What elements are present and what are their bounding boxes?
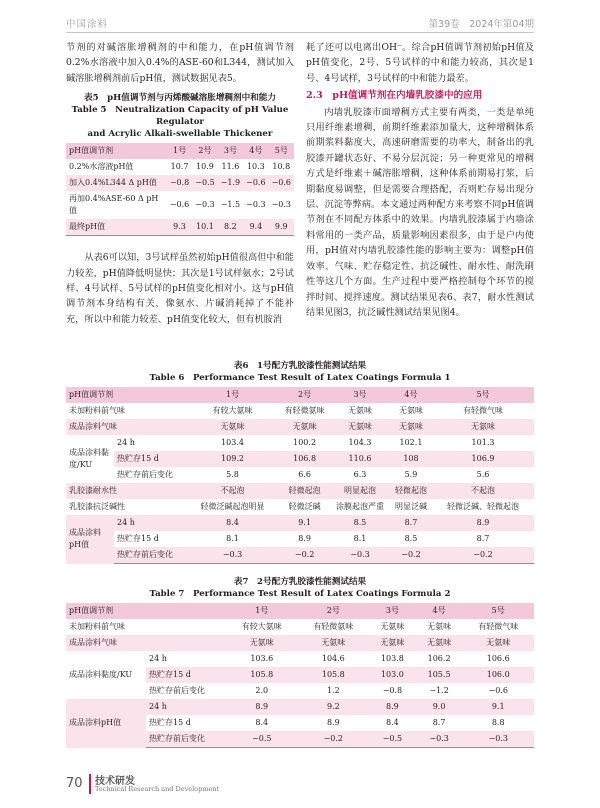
table-header-cell: 5号 — [432, 387, 534, 403]
table-header-cell: 2号 — [279, 387, 330, 403]
table-cell: 103.0 — [369, 667, 416, 683]
table-row — [66, 699, 534, 715]
table-cell: 8.5 — [390, 531, 432, 547]
table-cell: 8.7 — [390, 515, 432, 531]
table-cell: −1.2 — [416, 683, 463, 699]
table-cell: 100.2 — [279, 435, 330, 451]
table-cell: 有轻微氨味 — [279, 403, 330, 419]
row-label: 成品涂料黏度/KU — [66, 435, 114, 483]
table7-block — [66, 576, 534, 748]
table-cell: 无氨味 — [369, 635, 416, 651]
table-cell: 110.6 — [330, 451, 390, 467]
table-cell: 轻微泛碱、轻微起泡 — [432, 499, 534, 515]
table-row — [66, 403, 534, 419]
table-cell: 101.3 — [432, 435, 534, 451]
table-cell: 无氨味 — [298, 635, 370, 651]
table-cell: 有轻微气味 — [462, 619, 534, 635]
table-cell: −0.5 — [226, 731, 298, 748]
table-cell: 无氨味 — [330, 403, 390, 419]
table-cell: 不起泡 — [432, 483, 534, 499]
table-cell: 有轻微氨味 — [298, 619, 370, 635]
table-cell: 106.8 — [279, 451, 330, 467]
table-header-row — [66, 387, 534, 403]
table-cell: 8.9 — [279, 531, 330, 547]
footer-section-cn: 技术研发 — [95, 776, 135, 787]
table-cell: 1.2 — [298, 683, 370, 699]
row-sublabel: 热贮存15 d — [146, 667, 226, 683]
footer-section-en: Technical Research and Development — [95, 785, 220, 793]
table-cell: 105.5 — [416, 667, 463, 683]
table-cell: −0.2 — [279, 547, 330, 564]
table-cell: 106.9 — [432, 451, 534, 467]
table-cell: 5.6 — [432, 467, 534, 483]
issue-info: 第39卷 2024年第04期 — [428, 19, 534, 30]
table-cell: 8.9 — [369, 699, 416, 715]
row-sublabel: 热贮存15 d — [114, 531, 186, 547]
table-row — [66, 451, 534, 467]
table-cell: 轻微泛碱 — [279, 499, 330, 515]
table-cell: 无氨味 — [226, 635, 298, 651]
running-header — [66, 14, 534, 30]
table-row — [66, 651, 534, 667]
table-cell: −0.3 — [269, 191, 294, 219]
table5-title-en1: Table 5 Neutralization Capacity of pH Value Regulator — [71, 105, 289, 128]
table-cell: 108 — [390, 451, 432, 467]
table-cell: 无氨味 — [416, 619, 463, 635]
table-cell: 5.9 — [390, 467, 432, 483]
paragraph: 耗了还可以电离出OH⁻。综合pH值调节剂初始pH值及pH值变化，2号、5号试样的中和能力较高，其次是1号、4号试样，3号试样的中和能力最差。 — [306, 42, 534, 84]
table-cell: 106.6 — [462, 651, 534, 667]
journal-name: 中国涂料 — [66, 19, 109, 30]
table-cell: 8.4 — [226, 715, 298, 731]
table-row — [66, 499, 534, 515]
row-sublabel: 热贮存15 d — [114, 451, 186, 467]
table-cell: 有轻微气味 — [432, 403, 534, 419]
table-cell: 无氨味 — [330, 419, 390, 435]
table-row — [66, 619, 534, 635]
table-cell: 10.3 — [243, 159, 268, 175]
table-cell: −0.3 — [462, 731, 534, 748]
left-column — [66, 40, 294, 327]
table-header-cell: 1号 — [167, 143, 192, 159]
row-label: 成品涂料气味 — [66, 635, 226, 651]
row-sublabel: 24 h — [114, 435, 186, 451]
table-header-cell: 1号 — [186, 387, 279, 403]
table-cell: 9.9 — [269, 219, 294, 236]
table-cell: 104.6 — [298, 651, 370, 667]
table-header-cell: 3号 — [218, 143, 243, 159]
table-cell: 有较大氨味 — [226, 619, 298, 635]
paragraph: 节剂的对碱溶胀增稠剂的中和能力，在pH值调节剂0.2%水溶液中加入0.4%的ASE-60和L344，测试加入碱溶胀增稠剂前后pH值，测试数据见表5。 — [66, 42, 294, 84]
table-cell: 10.7 — [167, 159, 192, 175]
table-row — [66, 467, 534, 483]
table-header-cell: pH值调节剂 — [66, 143, 167, 159]
table-cell: −0.3 — [243, 191, 268, 219]
table-cell: 8.4 — [186, 515, 279, 531]
row-sublabel: 24 h — [146, 651, 226, 667]
row-sublabel: 热贮存前后变化 — [146, 731, 226, 748]
table-cell: 不起泡 — [186, 483, 279, 499]
table-header-row — [66, 603, 534, 619]
table-cell: 8.9 — [298, 715, 370, 731]
table-cell: 8.1 — [186, 531, 279, 547]
paragraph: 从表6可以知，3号试样虽然初始pH值很高但中和能力较差，pH值降低明显快；其次是1号试样氨水；2号试样、4号试样、5号试样的pH值变化相对小。这与pH值调节剂本身结构有关，像氨水、片碱消耗掉了不能补充，所以中和能力较差、pH值变化较大，但有机胺消 — [66, 252, 294, 325]
table-cell: 9.2 — [298, 699, 370, 715]
table-cell: 9.1 — [279, 515, 330, 531]
table-cell: 5.8 — [186, 467, 279, 483]
row-label: 再加0.4%ASE-60 Δ pH值 — [66, 191, 167, 219]
table-header-cell: 3号 — [369, 603, 416, 619]
table-cell: −0.6 — [167, 191, 192, 219]
table6-title-cn: 表6 1号配方乳胶漆性能测试结果 — [233, 361, 367, 371]
table-cell: 8.5 — [330, 515, 390, 531]
table-cell: −0.3 — [192, 191, 217, 219]
row-label: 乳胶漆耐水性 — [66, 483, 186, 499]
right-column — [306, 40, 534, 320]
table-cell: 8.4 — [369, 715, 416, 731]
table-cell: 103.8 — [369, 651, 416, 667]
table-row — [66, 175, 294, 191]
table5-title-en2: and Acrylic Alkali-swellable Thickener — [87, 129, 273, 140]
row-label: 成品涂料黏度/KU — [66, 651, 146, 699]
table-cell: 105.8 — [298, 667, 370, 683]
row-sublabel: 24 h — [146, 699, 226, 715]
row-label: 最终pH值 — [66, 219, 167, 236]
table-row — [66, 547, 534, 564]
table5-caption — [66, 92, 294, 140]
table-header-cell: 2号 — [192, 143, 217, 159]
page-number: 70 — [66, 776, 83, 791]
table-cell: 10.1 — [192, 219, 217, 236]
table-cell: −0.6 — [462, 683, 534, 699]
table-cell: 无氨味 — [186, 419, 279, 435]
table-cell: 8.7 — [416, 715, 463, 731]
row-sublabel: 热贮存前后变化 — [114, 467, 186, 483]
table-cell: 105.8 — [226, 667, 298, 683]
row-label: 0.2%水溶液pH值 — [66, 159, 167, 175]
table-cell: 2.0 — [226, 683, 298, 699]
table-cell: 无氨味 — [432, 419, 534, 435]
table-header-cell: 4号 — [243, 143, 268, 159]
table-cell: 11.6 — [218, 159, 243, 175]
row-sublabel: 热贮存前后变化 — [114, 547, 186, 564]
table-cell: −0.5 — [192, 175, 217, 191]
table-row — [66, 419, 534, 435]
table-cell: −1.5 — [218, 191, 243, 219]
row-label: 成品涂料气味 — [66, 419, 186, 435]
row-sublabel: 热贮存15 d — [146, 715, 226, 731]
table-cell: 106.0 — [462, 667, 534, 683]
table-header-cell: pH值调节剂 — [66, 603, 226, 619]
table-cell: 涂膜起泡严重 — [330, 499, 390, 515]
table-cell: 有较大氨味 — [186, 403, 279, 419]
table-cell: 8.8 — [462, 715, 534, 731]
table-cell: 无氨味 — [416, 635, 463, 651]
row-label: 未加粉料前气味 — [66, 403, 186, 419]
table-header-cell: 5号 — [269, 143, 294, 159]
table-cell: −0.5 — [369, 731, 416, 748]
table-cell: 无氨味 — [462, 635, 534, 651]
table-cell: 103.4 — [186, 435, 279, 451]
table-cell: 102.1 — [390, 435, 432, 451]
table-row — [66, 219, 294, 236]
table-cell: 6.6 — [279, 467, 330, 483]
table-cell: 8.1 — [330, 531, 390, 547]
table5 — [66, 143, 294, 236]
table-header-cell: 3号 — [330, 387, 390, 403]
table-cell: −0.2 — [298, 731, 370, 748]
table-cell: 109.2 — [186, 451, 279, 467]
row-label: 成品涂料pH值 — [66, 699, 146, 748]
table-cell: 轻微起泡 — [390, 483, 432, 499]
table6-title-en: Table 6 Performance Test Result of Latex Coatings Formula 1 — [149, 373, 451, 383]
table-cell: 8.7 — [432, 531, 534, 547]
table-cell: −0.3 — [330, 547, 390, 564]
table-cell: −0.2 — [432, 547, 534, 564]
table-cell: 6.3 — [330, 467, 390, 483]
table-header-cell: 1号 — [226, 603, 298, 619]
table-cell: 无氨味 — [390, 403, 432, 419]
table-cell: 无氨味 — [279, 419, 330, 435]
table-cell: 104.3 — [330, 435, 390, 451]
table5-title-cn: 表5 pH值调节剂与丙烯酸碱溶胀增稠剂中和能力 — [84, 93, 276, 104]
table-row — [66, 515, 534, 531]
footer-accent-bar — [89, 774, 91, 794]
table-cell: −0.2 — [390, 547, 432, 564]
table6-block — [66, 360, 534, 564]
section-heading: 2.3 pH值调节剂在内墙乳胶漆中的应用 — [306, 90, 483, 102]
table-row — [66, 531, 534, 547]
page-footer — [0, 758, 600, 808]
table-header-cell: 5号 — [462, 603, 534, 619]
table-header-row — [66, 143, 294, 159]
table-cell: 103.6 — [226, 651, 298, 667]
table-cell: 9.3 — [167, 219, 192, 236]
table-cell: 9.1 — [462, 699, 534, 715]
table-header-cell: 2号 — [298, 603, 370, 619]
table-cell: −0.6 — [269, 175, 294, 191]
table-row — [66, 483, 534, 499]
table-cell: −0.8 — [369, 683, 416, 699]
table-row — [66, 435, 534, 451]
table-cell: −1.9 — [218, 175, 243, 191]
table-header-cell: 4号 — [390, 387, 432, 403]
row-label: 成品涂料pH值 — [66, 515, 114, 564]
table-cell: 轻微起泡 — [279, 483, 330, 499]
table-cell: 8.9 — [432, 515, 534, 531]
table-cell: 无氨味 — [390, 419, 432, 435]
table-cell: 明显起泡 — [330, 483, 390, 499]
table-cell: −0.8 — [167, 175, 192, 191]
table-cell: −0.6 — [243, 175, 268, 191]
table-cell: 10.8 — [269, 159, 294, 175]
table-cell: −0.3 — [186, 547, 279, 564]
row-label: 未加粉料前气味 — [66, 619, 226, 635]
table-cell: 8.2 — [218, 219, 243, 236]
table-header-cell: 4号 — [416, 603, 463, 619]
table-cell: −0.3 — [416, 731, 463, 748]
table-row — [66, 159, 294, 175]
table-header-cell: pH值调节剂 — [66, 387, 186, 403]
table-cell: 明显泛碱 — [390, 499, 432, 515]
table6 — [66, 387, 534, 564]
row-sublabel: 热贮存前后变化 — [146, 683, 226, 699]
table7-title-en: Table 7 Performance Test Result of Latex Coatings Formula 2 — [149, 589, 451, 599]
table-cell: 9.0 — [416, 699, 463, 715]
table-cell: 8.9 — [226, 699, 298, 715]
paragraph: 内墙乳胶漆市面增稠方式主要有两类，一类是单纯只用纤维素增稠，前期纤维素添加量大，这种增稠体系前期浆料黏度大，高速研磨需要的功率大，制备出的乳胶漆开罐状态好、不易分层沉淀；另一种更常见的增稠方式是纤维素＋碱溶胀增稠，这种体系前期易打浆，后期黏度易调整，但是需要合理搭配，否则贮存易出现分层、沉淀等弊病。本文通过两种配方来考察不同pH值调节剂在不同配方体系中的效果。内墙乳胶漆属于内墙涂料常用的一类产品，质量影响因素很多，由于是户内使用，pH值对内墙乳胶漆性能的影响主要为：调整pH值效率、气味、贮存稳定性、抗泛碱性、耐水性、耐洗刷性等这几个方面。生产过程中要严格控制每个环节的搅拌时间、搅拌速度。测试结果见表6、表7，耐水性测试结果见图3，抗泛碱性测试结果见图4。 — [306, 106, 534, 318]
table-cell: 无氨味 — [369, 619, 416, 635]
table-cell: 106.2 — [416, 651, 463, 667]
table7 — [66, 603, 534, 748]
table-row — [66, 635, 534, 651]
row-label: 加入0.4%L344 Δ pH值 — [66, 175, 167, 191]
row-label: 乳胶漆抗泛碱性 — [66, 499, 186, 515]
header-rule — [66, 32, 534, 33]
table-cell: 9.4 — [243, 219, 268, 236]
table7-title-cn: 表7 2号配方乳胶漆性能测试结果 — [233, 577, 367, 587]
table-row — [66, 191, 294, 219]
table-cell: 10.9 — [192, 159, 217, 175]
row-sublabel: 24 h — [114, 515, 186, 531]
table-cell: 轻微泛碱起泡明显 — [186, 499, 279, 515]
